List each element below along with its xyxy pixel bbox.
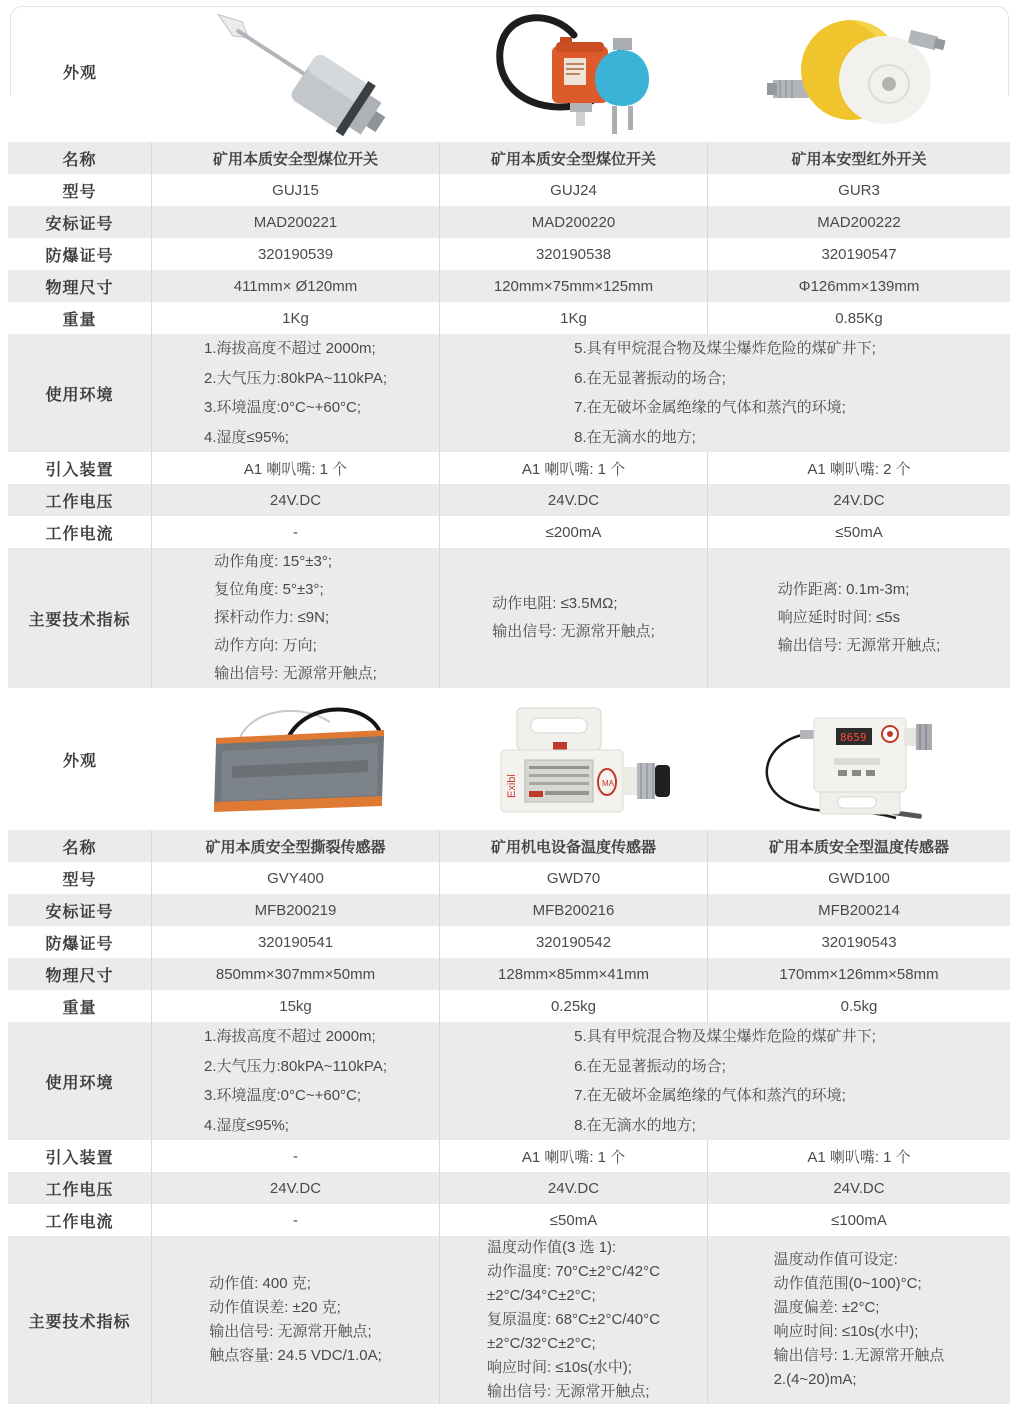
product-model: GWD70 (440, 862, 708, 894)
current: - (152, 1204, 440, 1236)
spec-line: 温度动作值(3 选 1): (487, 1239, 617, 1256)
guj24-coal-level-switch-image (474, 5, 674, 137)
name-row (8, 830, 1010, 862)
indicators-row (8, 548, 1010, 688)
name-row (8, 142, 1010, 174)
entry-device-row (8, 1140, 1010, 1172)
svg-text:MA: MA (602, 779, 614, 788)
guj15-coal-level-switch-image (186, 6, 406, 136)
voltage-row-label: 工作电压 (8, 484, 152, 516)
entry-device-row-label: 引入装置 (8, 1140, 152, 1172)
entry-device-row (8, 452, 1010, 484)
appearance-label: 外观 (62, 752, 97, 770)
voltage: 24V.DC (440, 1172, 708, 1204)
voltage: 24V.DC (833, 1179, 885, 1197)
indicators-row (8, 1236, 1010, 1404)
safety-cert-row (8, 206, 1010, 238)
spec-line: 8.在无滴水的地方; (574, 428, 696, 446)
dimensions: 128mm×85mm×41mm (440, 958, 708, 990)
appearance-row (8, 0, 1010, 142)
model-row (8, 174, 1010, 206)
spec-line: 2.大气压力:80kPA~110kPA; (204, 1057, 387, 1075)
voltage: 24V.DC (152, 1172, 440, 1204)
current: ≤200mA (440, 516, 708, 548)
spec-line: 输出信号: 无源常开触点; (209, 1323, 372, 1340)
dimensions-row-label: 物理尺寸 (8, 958, 152, 990)
product-model: GWD100 (828, 869, 890, 887)
voltage-row (8, 484, 1010, 516)
current-row (8, 1204, 1010, 1236)
spec-line: 动作值: 400 克; (209, 1275, 311, 1292)
spec-line: 2.(4~20)mA; (773, 1371, 857, 1388)
spec-line: 动作电阻: ≤3.5MΩ; (492, 595, 618, 612)
safety-cert: MFB200219 (152, 894, 440, 926)
spec-line: 3.环境温度:0°C~+60°C; (204, 399, 362, 416)
weight-row-label: 重量 (8, 302, 152, 334)
product-photo-cell (708, 688, 1010, 830)
technical-indicators (708, 548, 1010, 688)
explosion-cert-row (8, 238, 1010, 270)
spec-line: ±2°C/32°C±2°C; (487, 1335, 596, 1352)
explosion-cert: 320190547 (821, 245, 897, 263)
spec-line: 复原温度: 68°C±2°C/40°C (487, 1311, 660, 1328)
dimensions: 411mm× Ø120mm (152, 270, 440, 302)
product-name: 矿用本质安全型煤位开关 (152, 142, 440, 174)
technical-indicators (708, 1236, 1010, 1404)
current: ≤50mA (440, 1204, 708, 1236)
spec-line: 4.湿度≤95%; (204, 1116, 289, 1134)
model-row-label: 型号 (8, 174, 152, 206)
current: - (152, 516, 440, 548)
product-name: 矿用本质安全型温度传感器 (768, 838, 949, 856)
dimensions: 850mm×307mm×50mm (152, 958, 440, 990)
environment-conditions-5-8 (440, 1022, 1010, 1140)
safety-cert: MFB200216 (440, 894, 708, 926)
weight: 0.5kg (840, 997, 878, 1015)
spec-line: 动作温度: 70°C±2°C/42°C (487, 1263, 660, 1280)
environment-row (8, 1022, 1010, 1140)
technical-indicators (152, 548, 440, 688)
spec-line: 动作方向: 万向; (214, 637, 317, 654)
spec-line: 1.海拔高度不超过 2000m; (204, 340, 376, 357)
entry-device: A1 喇叭嘴: 1 个 (440, 452, 708, 484)
explosion-cert: 320190543 (821, 933, 897, 951)
environment-row-label: 使用环境 (8, 1022, 152, 1140)
svg-text:Exibl: Exibl (506, 774, 518, 798)
environment-row-label: 使用环境 (8, 334, 152, 452)
spec-line: 响应延时时间: ≤5s (777, 609, 901, 626)
spec-line: 输出信号: 1.无源常开触点 (773, 1347, 945, 1364)
appearance-row (8, 688, 1010, 830)
entry-device: A1 喇叭嘴: 1 个 (807, 1148, 911, 1166)
spec-line: 6.在无显著振动的场合; (574, 369, 726, 387)
current: ≤100mA (831, 1211, 887, 1229)
environment-conditions-5-8 (440, 334, 1010, 452)
indicators-row-label: 主要技术指标 (8, 1236, 152, 1404)
gvy400-tear-sensor-image (176, 694, 416, 824)
weight-row-label: 重量 (8, 990, 152, 1022)
safety-cert-row-label: 安标证号 (8, 894, 152, 926)
spec-line: 4.湿度≤95%; (204, 428, 289, 446)
spec-line: 探杆动作力: ≤9N; (214, 609, 330, 626)
spec-line: 5.具有甲烷混合物及煤尘爆炸危险的煤矿井下; (574, 340, 876, 357)
technical-indicators (152, 1236, 440, 1404)
spec-table-switches (8, 0, 1010, 688)
dimensions-row (8, 958, 1010, 990)
environment-row (8, 334, 1010, 452)
safety-cert-row-label: 安标证号 (8, 206, 152, 238)
product-photo-cell (440, 0, 708, 142)
current-row-label: 工作电流 (8, 1204, 152, 1236)
current-row (8, 516, 1010, 548)
spec-line: 2.大气压力:80kPA~110kPA; (204, 369, 387, 387)
safety-cert: MAD200220 (440, 206, 708, 238)
environment-conditions-1-4 (152, 1022, 440, 1140)
explosion-cert: 320190542 (440, 926, 708, 958)
product-photo-cell (152, 0, 440, 142)
voltage-row (8, 1172, 1010, 1204)
product-name: 矿用本质安全型煤位开关 (440, 142, 708, 174)
explosion-cert-row-label: 防爆证号 (8, 238, 152, 270)
spec-line: 动作角度: 15°±3°; (214, 553, 332, 570)
spec-line: 动作距离: 0.1m-3m; (777, 581, 910, 598)
name-row-label: 名称 (8, 142, 152, 174)
product-name: 矿用机电设备温度传感器 (440, 830, 708, 862)
spec-line: 1.海拔高度不超过 2000m; (204, 1028, 376, 1045)
weight: 1Kg (152, 302, 440, 334)
spec-line: 温度偏差: ±2°C; (773, 1299, 880, 1316)
spec-line: 7.在无破坏金属绝缘的气体和蒸汽的环境; (574, 1087, 846, 1104)
spec-line: 7.在无破坏金属绝缘的气体和蒸汽的环境; (574, 399, 846, 416)
technical-indicators (440, 1236, 708, 1404)
safety-cert: MAD200222 (817, 213, 901, 231)
entry-device: A1 喇叭嘴: 1 个 (152, 452, 440, 484)
entry-device: A1 喇叭嘴: 2 个 (807, 460, 911, 478)
explosion-cert: 320190541 (152, 926, 440, 958)
spec-line: 6.在无显著振动的场合; (574, 1057, 726, 1075)
weight-row (8, 302, 1010, 334)
appearance-label: 外观 (62, 64, 97, 82)
spec-line: 动作值范围(0~100)°C; (773, 1275, 922, 1292)
product-name: 矿用本安型红外开关 (791, 150, 927, 168)
weight-row (8, 990, 1010, 1022)
dimensions-row (8, 270, 1010, 302)
spec-line: 输出信号: 无源常开触点; (487, 1383, 650, 1400)
environment-conditions-1-4 (152, 334, 440, 452)
product-model: GUR3 (838, 181, 880, 199)
dimensions: 170mm×126mm×58mm (779, 965, 939, 983)
product-photo-cell (152, 688, 440, 830)
dimensions-row-label: 物理尺寸 (8, 270, 152, 302)
spec-line: 3.环境温度:0°C~+60°C; (204, 1087, 362, 1104)
safety-cert: MAD200221 (152, 206, 440, 238)
product-photo-cell (440, 688, 708, 830)
product-model: GVY400 (152, 862, 440, 894)
spec-line: 8.在无滴水的地方; (574, 1116, 696, 1134)
entry-device: A1 喇叭嘴: 1 个 (440, 1140, 708, 1172)
current-row-label: 工作电流 (8, 516, 152, 548)
spec-line: 触点容量: 24.5 VDC/1.0A; (209, 1347, 382, 1364)
weight: 0.85Kg (835, 309, 883, 327)
product-photo-cell (708, 0, 1010, 142)
gwd100-temperature-sensor-image (744, 690, 974, 828)
voltage: 24V.DC (440, 484, 708, 516)
explosion-cert-row (8, 926, 1010, 958)
weight: 0.25kg (440, 990, 708, 1022)
voltage: 24V.DC (152, 484, 440, 516)
explosion-cert: 320190538 (440, 238, 708, 270)
current: ≤50mA (835, 523, 883, 541)
explosion-cert-row-label: 防爆证号 (8, 926, 152, 958)
model-row (8, 862, 1010, 894)
weight: 1Kg (440, 302, 708, 334)
technical-indicators (440, 548, 708, 688)
spec-line: 响应时间: ≤10s(水中); (773, 1323, 919, 1340)
gur3-infrared-switch-image (759, 6, 959, 136)
weight: 15kg (152, 990, 440, 1022)
spec-line: 输出信号: 无源常开触点; (492, 623, 655, 640)
entry-device-row-label: 引入装置 (8, 452, 152, 484)
spec-line: 动作值误差: ±20 克; (209, 1299, 341, 1316)
spec-line: 复位角度: 5°±3°; (214, 581, 324, 598)
model-row-label: 型号 (8, 862, 152, 894)
spec-line: 输出信号: 无源常开触点; (777, 637, 941, 654)
product-model: GUJ15 (152, 174, 440, 206)
entry-device: - (152, 1140, 440, 1172)
dimensions: Φ126mm×139mm (798, 277, 920, 295)
spec-line: 响应时间: ≤10s(水中); (487, 1359, 632, 1376)
spec-line: 温度动作值可设定: (773, 1251, 898, 1268)
spec-line: ±2°C/34°C±2°C; (487, 1287, 596, 1304)
voltage-row-label: 工作电压 (8, 1172, 152, 1204)
spec-line: 5.具有甲烷混合物及煤尘爆炸危险的煤矿井下; (574, 1028, 876, 1045)
indicators-row-label: 主要技术指标 (8, 548, 152, 688)
gwd70-temperature-sensor-image (459, 694, 689, 824)
svg-text:8659: 8659 (840, 731, 867, 744)
safety-cert-row (8, 894, 1010, 926)
name-row-label: 名称 (8, 830, 152, 862)
safety-cert: MFB200214 (818, 901, 900, 919)
spec-table-sensors (8, 688, 1010, 1404)
product-name: 矿用本质安全型撕裂传感器 (152, 830, 440, 862)
product-model: GUJ24 (440, 174, 708, 206)
explosion-cert: 320190539 (152, 238, 440, 270)
spec-line: 输出信号: 无源常开触点; (214, 665, 377, 682)
dimensions: 120mm×75mm×125mm (440, 270, 708, 302)
voltage: 24V.DC (833, 491, 885, 509)
